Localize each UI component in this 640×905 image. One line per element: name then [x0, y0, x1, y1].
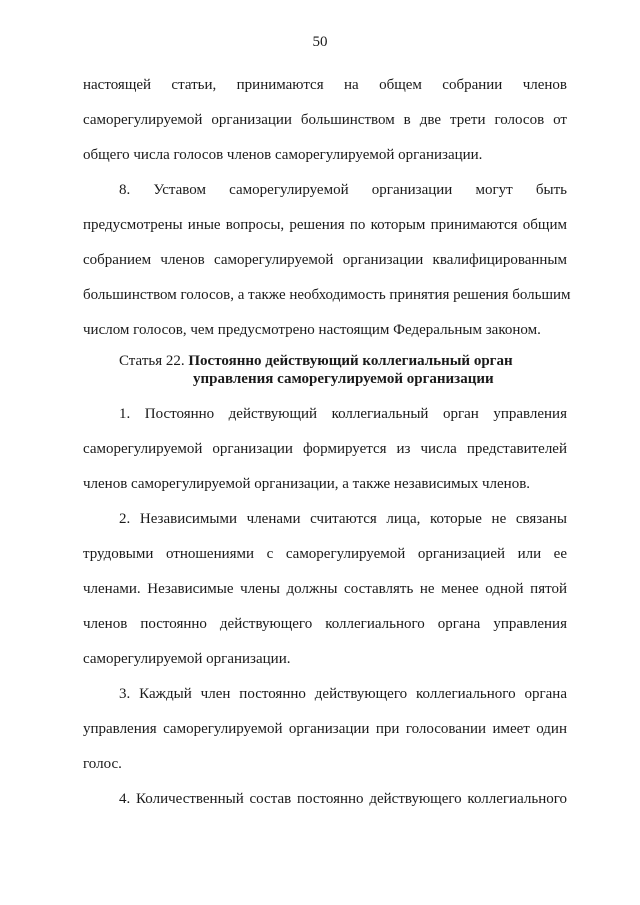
text-line: 8. Уставом саморегулируемой организации могут быть: [119, 182, 567, 198]
text-line: трудовыми отношениями с саморегулируемой организацией или ее: [83, 546, 567, 562]
article-number: Статья 22.: [119, 353, 185, 369]
text-line: 3. Каждый член постоянно действующего коллегиального органа: [119, 686, 567, 702]
text-line: саморегулируемой организации большинством в две трети голосов от: [83, 112, 567, 128]
page-number: 50: [312, 34, 328, 50]
text-line: 1. Постоянно действующий коллегиальный орган управления: [119, 406, 567, 422]
text-line: 4. Количественный состав постоянно действующего коллегиального: [119, 791, 567, 807]
text-line: числом голосов, чем предусмотрено настоящим Федеральным законом.: [83, 322, 541, 338]
article-title-line-2: управления саморегулируемой организации: [193, 371, 494, 387]
text-line: саморегулируемой организации.: [83, 651, 291, 667]
text-line: общего числа голосов членов саморегулируемой организации.: [83, 147, 483, 163]
text-line: 2. Независимыми членами считаются лица, которые не связаны: [119, 511, 567, 527]
article-heading: [119, 352, 513, 370]
text-line: членов постоянно действующего коллегиального органа управления: [83, 616, 567, 632]
text-line: большинством голосов, а также необходимость принятия решения большим: [83, 287, 571, 303]
text-line: голос.: [83, 756, 122, 772]
text-line: членов саморегулируемой организации, а также независимых членов.: [83, 476, 531, 492]
text-line: собранием членов саморегулируемой организации квалифицированным: [83, 252, 567, 268]
text-line: саморегулируемой организации формируется из числа представителей: [83, 441, 567, 457]
text-line: предусмотрены иные вопросы, решения по которым принимаются общим: [83, 217, 567, 233]
article-title-line-1: Постоянно действующий коллегиальный орган: [188, 353, 513, 369]
text-line: настоящей статьи, принимаются на общем собрании членов: [83, 77, 567, 93]
text-line: членами. Независимые члены должны составлять не менее одной пятой: [83, 581, 567, 597]
text-line: управления саморегулируемой организации при голосовании имеет один: [83, 721, 567, 737]
